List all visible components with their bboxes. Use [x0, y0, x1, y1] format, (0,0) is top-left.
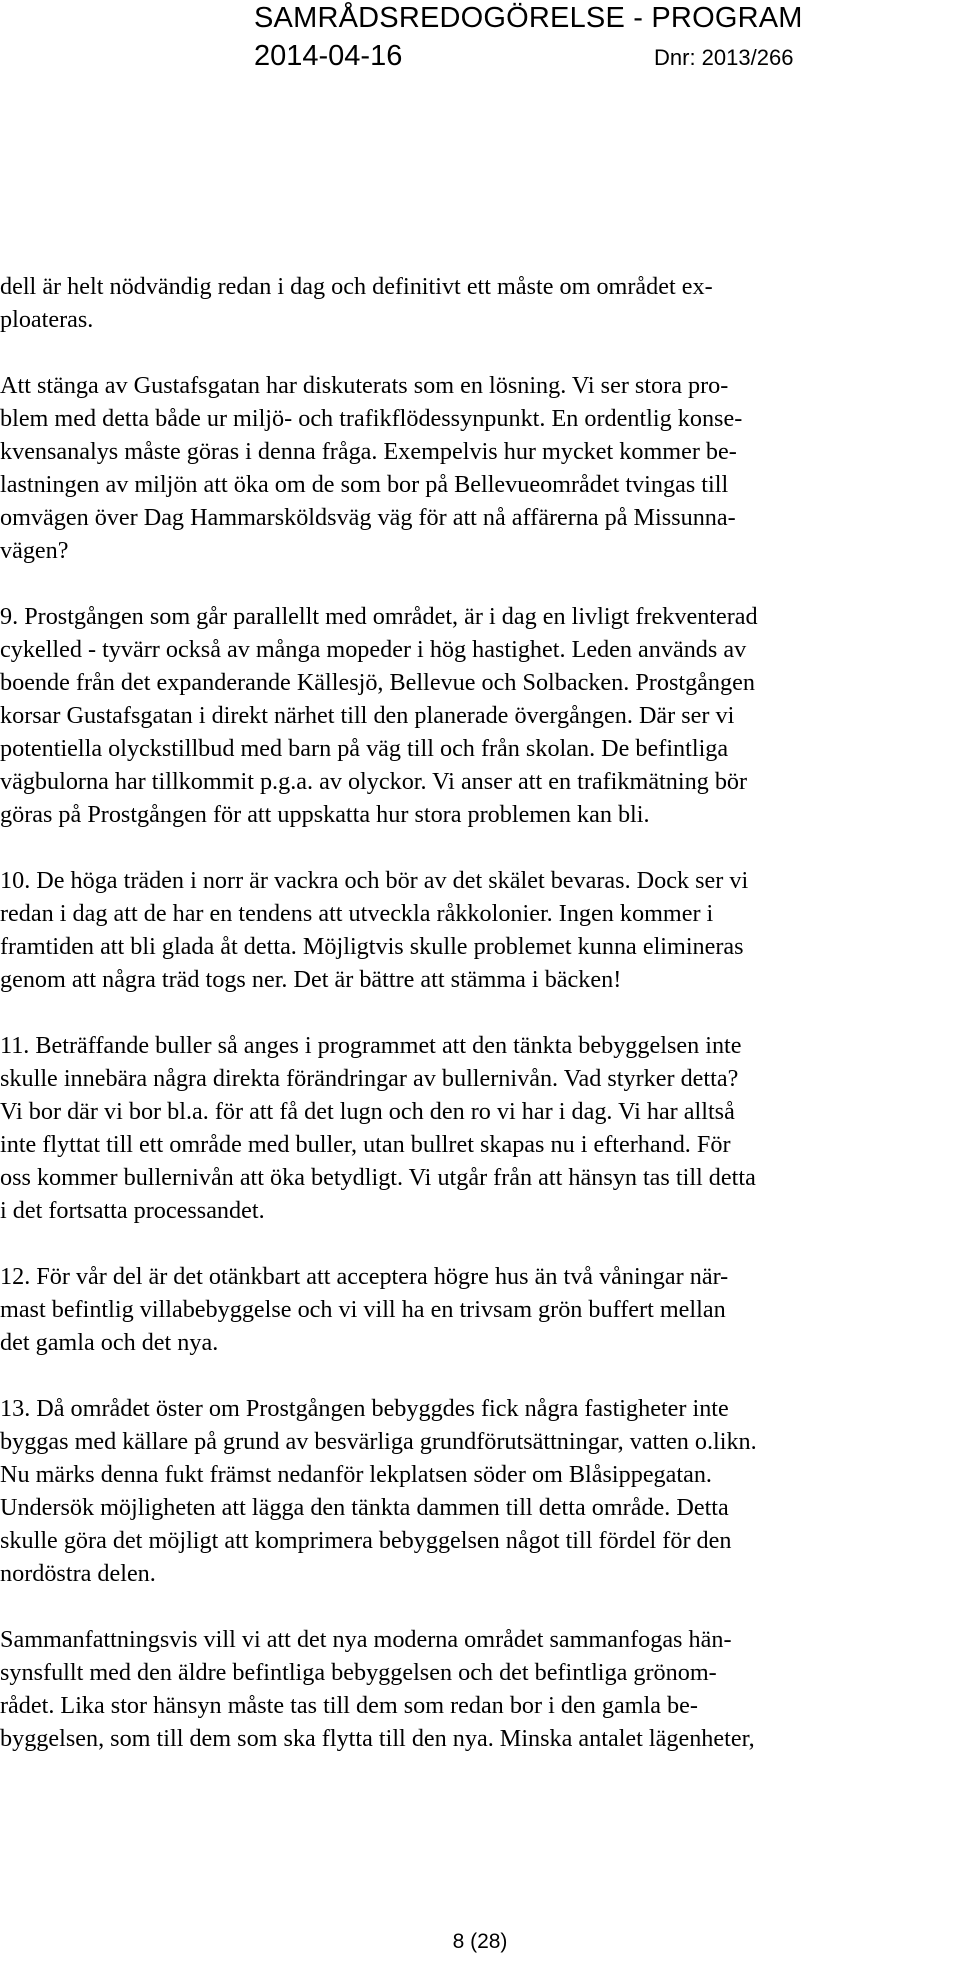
text-line: 9. Prostgången som går parallellt med området, är i dag en livligt frekventerad: [0, 603, 758, 630]
text-line: i det fortsatta processandet.: [0, 1197, 265, 1224]
text-line: 10. De höga träden i norr är vackra och bör av det skälet bevaras. Dock ser vi: [0, 867, 749, 894]
text-line: genom att några träd togs ner. Det är bättre att stämma i bäcken!: [0, 966, 622, 993]
text-line: 11. Beträffande buller så anges i programmet att den tänkta bebyggelsen inte: [0, 1032, 742, 1059]
text-line: byggelsen, som till dem som ska flytta till den nya. Minska antalet lägenheter,: [0, 1725, 755, 1752]
text-line: Undersök möjligheten att lägga den tänkta dammen till detta område. Detta: [0, 1494, 729, 1521]
text-line: 12. För vår del är det otänkbart att acceptera högre hus än två våningar när-: [0, 1263, 729, 1290]
text-line: nordöstra delen.: [0, 1560, 156, 1587]
text-line: vägbulorna har tillkommit p.g.a. av olyckor. Vi anser att en trafikmätning bör: [0, 768, 748, 795]
text-line: dell är helt nödvändig redan i dag och definitivt ett måste om området ex-: [0, 273, 713, 300]
document-reference-number: Dnr: 2013/266: [654, 45, 794, 70]
text-line: cykelled - tyvärr också av många mopeder i hög hastighet. Leden används av: [0, 636, 747, 663]
text-line: inte flyttat till ett område med buller, utan bullret skapas nu i efterhand. För: [0, 1131, 731, 1158]
text-line: byggas med källare på grund av besvärliga grundförutsättningar, vatten o.likn.: [0, 1428, 757, 1455]
text-line: kvensanalys måste göras i denna fråga. Exempelvis hur mycket kommer be-: [0, 438, 737, 465]
document-title: SAMRÅDSREDOGÖRELSE - PROGRAM: [254, 2, 803, 34]
text-line: 13. Då området öster om Prostgången bebyggdes fick några fastigheter inte: [0, 1395, 729, 1422]
paragraph: [0, 1260, 960, 1359]
paragraph: [0, 600, 960, 831]
text-line: korsar Gustafsgatan i direkt närhet till den planerade övergången. Där ser vi: [0, 702, 735, 729]
text-line: potentiella olyckstillbud med barn på väg till och från skolan. De befintliga: [0, 735, 729, 762]
paragraph: [0, 1392, 960, 1590]
text-line: rådet. Lika stor hänsyn måste tas till dem som redan bor i den gamla be-: [0, 1692, 698, 1719]
text-line: redan i dag att de har en tendens att utveckla råkkolonier. Ingen kommer i: [0, 900, 714, 927]
text-line: Nu märks denna fukt främst nedanför lekplatsen söder om Blåsippegatan.: [0, 1461, 712, 1488]
text-line: det gamla och det nya.: [0, 1329, 219, 1356]
text-line: omvägen över Dag Hammarsköldsväg väg för att nå affärerna på Missunna-: [0, 504, 736, 531]
text-line: framtiden att bli glada åt detta. Möjligtvis skulle problemet kunna elimineras: [0, 933, 744, 960]
text-line: ploateras.: [0, 306, 94, 333]
text-line: vägen?: [0, 537, 69, 564]
text-line: oss kommer bullernivån att öka betydligt. Vi utgår från att hänsyn tas till detta: [0, 1164, 756, 1191]
paragraph: [0, 270, 960, 336]
paragraph: [0, 1623, 960, 1755]
text-line: Att stänga av Gustafsgatan har diskuterats som en lösning. Vi ser stora pro-: [0, 372, 729, 399]
text-line: skulle innebära några direkta förändringar av bullernivån. Vad styrker detta?: [0, 1065, 739, 1092]
text-line: lastningen av miljön att öka om de som bor på Bellevueområdet tvingas till: [0, 471, 729, 498]
page-number: 8 (28): [452, 1930, 508, 1953]
text-line: mast befintlig villabebyggelse och vi vill ha en trivsam grön buffert mellan: [0, 1296, 726, 1323]
text-line: Vi bor där vi bor bl.a. för att få det lugn och den ro vi har i dag. Vi har alltså: [0, 1098, 735, 1125]
text-line: blem med detta både ur miljö- och trafikflödessynpunkt. En ordentlig konse-: [0, 405, 743, 432]
paragraph: [0, 864, 960, 996]
text-line: göras på Prostgången för att uppskatta hur stora problemen kan bli.: [0, 801, 650, 828]
text-line: Sammanfattningsvis vill vi att det nya moderna området sammanfogas hän-: [0, 1626, 732, 1653]
text-line: synsfullt med den äldre befintliga bebyggelsen och det befintliga grönom-: [0, 1659, 717, 1686]
document-body: [0, 270, 960, 1788]
paragraph: [0, 1029, 960, 1227]
text-line: skulle göra det möjligt att komprimera bebyggelsen något till fördel för den: [0, 1527, 732, 1554]
paragraph: [0, 369, 960, 567]
text-line: boende från det expanderande Källesjö, Bellevue och Solbacken. Prostgången: [0, 669, 755, 696]
page-header: [0, 0, 960, 80]
document-date: 2014-04-16: [254, 40, 403, 72]
